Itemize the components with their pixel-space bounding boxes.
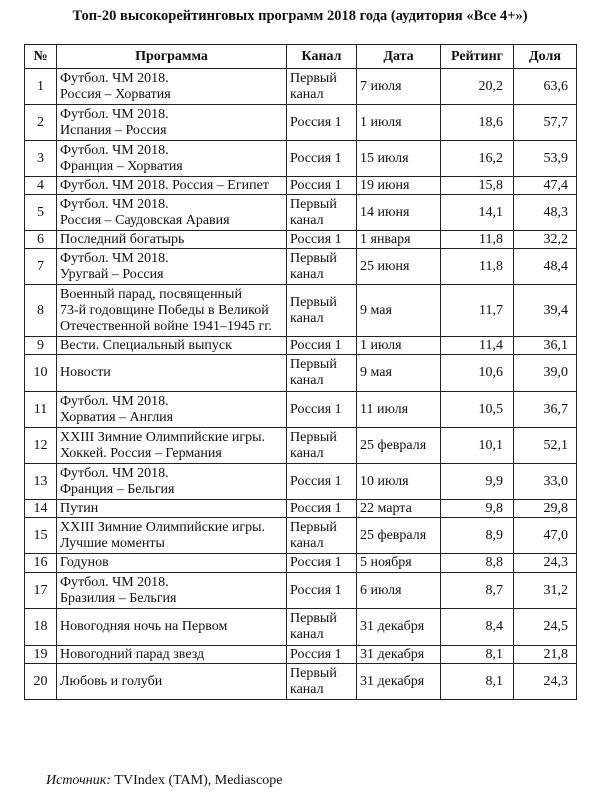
program-line: Россия – Саудовская Аравия	[60, 212, 230, 228]
cell-program	[57, 105, 287, 141]
cell-rating: 11,8	[441, 231, 514, 249]
cell-date: 25 февраля	[357, 428, 441, 464]
cell-channel	[287, 664, 357, 700]
cell-rating: 10,6	[441, 355, 514, 392]
cell-program	[57, 664, 287, 700]
cell-date: 6 июля	[357, 573, 441, 609]
cell-rating: 8,8	[441, 554, 514, 573]
cell-program	[57, 231, 287, 249]
cell-rating: 11,7	[441, 285, 514, 337]
channel-line: Россия 1	[290, 177, 342, 193]
cell-share: 29,8	[514, 500, 577, 518]
cell-channel	[287, 646, 357, 664]
cell-share: 32,2	[514, 231, 577, 249]
program-line: Отечественной войне 1941–1945 гг.	[60, 318, 272, 334]
cell-num: 5	[25, 195, 57, 231]
program-line: Футбол. ЧМ 2018.	[60, 142, 169, 158]
cell-date: 10 июля	[357, 464, 441, 500]
cell-rating: 8,1	[441, 664, 514, 700]
cell-program	[57, 554, 287, 573]
channel-line: Первый	[290, 519, 337, 535]
table-row	[25, 428, 577, 464]
cell-rating: 11,4	[441, 337, 514, 355]
table-row	[25, 355, 577, 392]
program-line: Футбол. ЧМ 2018.	[60, 250, 169, 266]
program-line: Футбол. ЧМ 2018.	[60, 70, 169, 86]
program-line: Новости	[60, 365, 111, 380]
cell-num: 20	[25, 664, 57, 700]
table-row	[25, 646, 577, 664]
cell-channel	[287, 500, 357, 518]
cell-share: 57,7	[514, 105, 577, 141]
channel-line: Россия 1	[290, 582, 342, 598]
cell-share: 24,3	[514, 554, 577, 573]
column-header-num: №	[25, 45, 57, 69]
cell-channel	[287, 554, 357, 573]
column-header-share: Доля	[514, 45, 577, 69]
cell-share: 24,5	[514, 609, 577, 646]
cell-channel	[287, 249, 357, 285]
column-header-program: Программа	[57, 45, 287, 69]
cell-share: 31,2	[514, 573, 577, 609]
program-line: Россия – Хорватия	[60, 86, 171, 102]
cell-share: 48,3	[514, 195, 577, 231]
cell-num: 7	[25, 249, 57, 285]
program-line: XXIII Зимние Олимпийские игры.	[60, 519, 266, 535]
program-line: Годунов	[60, 555, 109, 570]
channel-line: канал	[290, 266, 324, 282]
cell-num: 17	[25, 573, 57, 609]
cell-channel	[287, 355, 357, 392]
cell-rating: 16,2	[441, 141, 514, 177]
channel-line: канал	[290, 535, 324, 551]
table-row	[25, 105, 577, 141]
cell-program	[57, 69, 287, 105]
channel-line: Первый	[290, 70, 337, 86]
cell-channel	[287, 464, 357, 500]
cell-program	[57, 285, 287, 337]
cell-channel	[287, 231, 357, 249]
cell-rating: 14,1	[441, 195, 514, 231]
program-line: Вести. Специальный выпуск	[60, 337, 232, 353]
cell-program	[57, 500, 287, 518]
cell-channel	[287, 392, 357, 428]
column-header-date: Дата	[357, 45, 441, 69]
cell-share: 21,8	[514, 646, 577, 664]
table-row	[25, 285, 577, 337]
program-line: Последний богатырь	[60, 231, 185, 247]
cell-num: 19	[25, 646, 57, 664]
channel-line: канал	[290, 310, 324, 326]
program-line: Испания – Россия	[60, 122, 167, 138]
cell-date: 31 декабря	[357, 646, 441, 664]
channel-line: Россия 1	[290, 555, 342, 570]
cell-channel	[287, 141, 357, 177]
column-header-rating: Рейтинг	[441, 45, 514, 69]
cell-channel	[287, 285, 357, 337]
cell-date: 5 ноября	[357, 554, 441, 573]
program-line: 73-й годовщине Победы в Великой	[60, 302, 269, 318]
cell-rating: 11,8	[441, 249, 514, 285]
channel-line: канал	[290, 681, 324, 697]
channel-line: Первый	[290, 294, 337, 310]
cell-num: 12	[25, 428, 57, 464]
source-note	[46, 773, 282, 789]
table-row	[25, 249, 577, 285]
cell-channel	[287, 518, 357, 554]
cell-rating: 15,8	[441, 177, 514, 195]
cell-rating: 9,8	[441, 500, 514, 518]
channel-line: Россия 1	[290, 473, 342, 489]
cell-share: 63,6	[514, 69, 577, 105]
cell-date: 1 июля	[357, 105, 441, 141]
table-row	[25, 69, 577, 105]
cell-date: 1 января	[357, 231, 441, 249]
cell-num: 9	[25, 337, 57, 355]
cell-date: 9 мая	[357, 285, 441, 337]
channel-line: Россия 1	[290, 401, 342, 417]
cell-channel	[287, 69, 357, 105]
program-line: Хоккей. Россия – Германия	[60, 445, 222, 461]
channel-line: Россия 1	[290, 337, 342, 353]
cell-date: 14 июня	[357, 195, 441, 231]
cell-date: 1 июля	[357, 337, 441, 355]
cell-channel	[287, 428, 357, 464]
cell-share: 36,1	[514, 337, 577, 355]
channel-line: Первый	[290, 357, 337, 372]
channel-line: Первый	[290, 429, 337, 445]
program-line: Франция – Хорватия	[60, 158, 183, 174]
table-row	[25, 573, 577, 609]
channel-line: Первый	[290, 196, 337, 212]
cell-channel	[287, 195, 357, 231]
channel-line: канал	[290, 445, 324, 461]
program-line: Футбол. ЧМ 2018.	[60, 393, 169, 409]
program-line: XXIII Зимние Олимпийские игры.	[60, 429, 266, 445]
cell-channel	[287, 337, 357, 355]
table-row	[25, 337, 577, 355]
cell-num: 6	[25, 231, 57, 249]
program-line: Путин	[60, 500, 99, 516]
cell-num: 11	[25, 392, 57, 428]
program-line: Хорватия – Англия	[60, 409, 174, 425]
channel-line: канал	[290, 212, 324, 228]
cell-program	[57, 337, 287, 355]
cell-program	[57, 141, 287, 177]
channel-line: канал	[290, 86, 324, 102]
program-line: Новогодняя ночь на Первом	[60, 619, 228, 634]
cell-share: 52,1	[514, 428, 577, 464]
cell-program	[57, 609, 287, 646]
page-title: Топ-20 высокорейтинговых программ 2018 года (аудитория «Все 4+»)	[72, 8, 528, 24]
cell-rating: 8,9	[441, 518, 514, 554]
channel-line: Первый	[290, 250, 337, 266]
cell-rating: 9,9	[441, 464, 514, 500]
program-line: Лучшие моменты	[60, 535, 165, 551]
program-line: Футбол. ЧМ 2018.	[60, 465, 169, 481]
cell-num: 13	[25, 464, 57, 500]
channel-line: канал	[290, 373, 324, 388]
channel-line: Россия 1	[290, 231, 342, 247]
table-row	[25, 177, 577, 195]
program-line: Футбол. ЧМ 2018. Россия – Египет	[60, 177, 269, 193]
cell-num: 3	[25, 141, 57, 177]
cell-program	[57, 355, 287, 392]
program-line: Военный парад, посвященный	[60, 286, 242, 302]
channel-line: Первый	[290, 611, 337, 626]
cell-share: 33,0	[514, 464, 577, 500]
program-line: Уругвай – Россия	[60, 266, 164, 282]
cell-program	[57, 177, 287, 195]
table-row	[25, 554, 577, 573]
cell-date: 11 июля	[357, 392, 441, 428]
cell-rating: 8,1	[441, 646, 514, 664]
table-row	[25, 464, 577, 500]
header-row	[25, 45, 577, 69]
cell-channel	[287, 609, 357, 646]
program-line: Футбол. ЧМ 2018.	[60, 106, 169, 122]
cell-program	[57, 518, 287, 554]
source-label: Источник:	[46, 773, 111, 788]
cell-share: 36,7	[514, 392, 577, 428]
channel-line: Россия 1	[290, 150, 342, 166]
cell-share: 39,0	[514, 355, 577, 392]
table-row	[25, 664, 577, 700]
cell-channel	[287, 105, 357, 141]
program-line: Франция – Бельгия	[60, 481, 175, 497]
cell-channel	[287, 177, 357, 195]
cell-date: 25 июня	[357, 249, 441, 285]
program-line: Футбол. ЧМ 2018.	[60, 574, 169, 590]
rating-table	[24, 44, 577, 700]
cell-program	[57, 249, 287, 285]
table-row	[25, 141, 577, 177]
cell-program	[57, 428, 287, 464]
cell-num: 4	[25, 177, 57, 195]
program-line: Любовь и голуби	[60, 673, 163, 689]
cell-rating: 10,1	[441, 428, 514, 464]
cell-num: 16	[25, 554, 57, 573]
table-row	[25, 392, 577, 428]
cell-share: 47,0	[514, 518, 577, 554]
cell-num: 8	[25, 285, 57, 337]
cell-rating: 20,2	[441, 69, 514, 105]
cell-rating: 8,7	[441, 573, 514, 609]
cell-date: 31 декабря	[357, 609, 441, 646]
cell-share: 48,4	[514, 249, 577, 285]
table-row	[25, 195, 577, 231]
channel-line: Россия 1	[290, 500, 342, 516]
cell-num: 14	[25, 500, 57, 518]
cell-share: 53,9	[514, 141, 577, 177]
cell-share: 24,3	[514, 664, 577, 700]
cell-date: 7 июля	[357, 69, 441, 105]
cell-program	[57, 392, 287, 428]
column-header-channel: Канал	[287, 45, 357, 69]
cell-rating: 10,5	[441, 392, 514, 428]
cell-rating: 18,6	[441, 105, 514, 141]
cell-date: 22 марта	[357, 500, 441, 518]
cell-date: 19 июня	[357, 177, 441, 195]
table-row	[25, 231, 577, 249]
program-line: Футбол. ЧМ 2018.	[60, 196, 169, 212]
program-line: Бразилия – Бельгия	[60, 590, 177, 606]
cell-num: 10	[25, 355, 57, 392]
table-row	[25, 518, 577, 554]
cell-program	[57, 195, 287, 231]
source-text: TVIndex (TAM), Mediascope	[110, 773, 283, 788]
cell-program	[57, 573, 287, 609]
cell-rating: 8,4	[441, 609, 514, 646]
cell-date: 9 мая	[357, 355, 441, 392]
cell-date: 25 февраля	[357, 518, 441, 554]
cell-date: 15 июля	[357, 141, 441, 177]
cell-date: 31 декабря	[357, 664, 441, 700]
cell-share: 39,4	[514, 285, 577, 337]
cell-num: 1	[25, 69, 57, 105]
cell-program	[57, 646, 287, 664]
cell-program	[57, 464, 287, 500]
table-row	[25, 609, 577, 646]
cell-num: 2	[25, 105, 57, 141]
cell-num: 18	[25, 609, 57, 646]
channel-line: Россия 1	[290, 646, 342, 662]
cell-channel	[287, 573, 357, 609]
cell-share: 47,4	[514, 177, 577, 195]
channel-line: Россия 1	[290, 114, 342, 130]
cell-num: 15	[25, 518, 57, 554]
program-line: Новогодний парад звезд	[60, 646, 205, 662]
table-row	[25, 500, 577, 518]
channel-line: канал	[290, 627, 324, 642]
channel-line: Первый	[290, 665, 337, 681]
